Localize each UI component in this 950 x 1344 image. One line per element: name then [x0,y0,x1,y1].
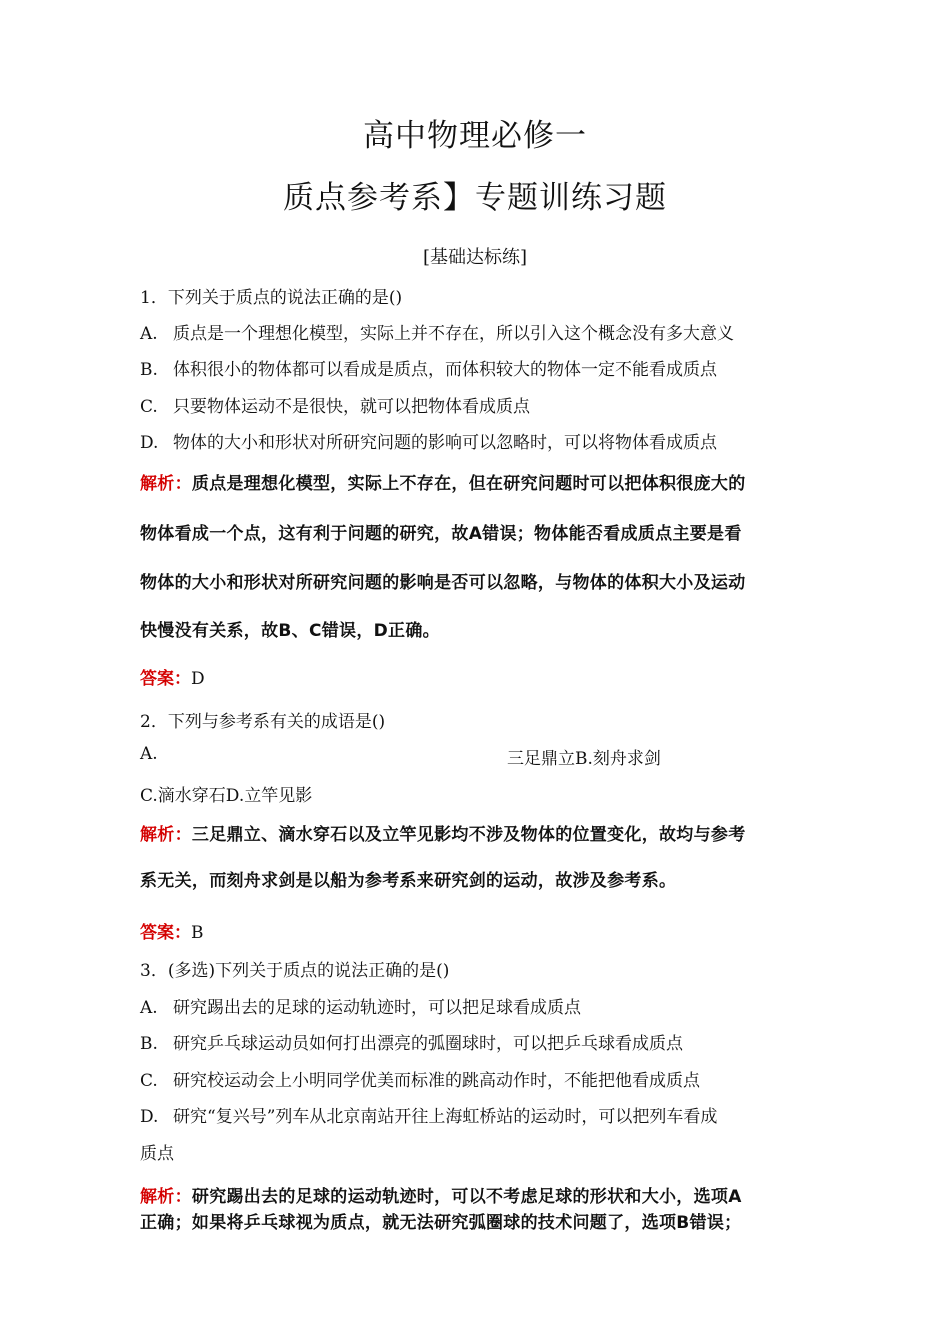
q2-analysis-label: 解析： [140,825,192,845]
q1-analysis-text-2: 物体看成一个点，这有利于问题的研究，故A错误；物体能否看成质点主要是看 [140,524,742,544]
q3-option-b [140,1029,683,1054]
q2-analysis-text-1: 三足鼎立、滴水穿石以及立竿见影均不涉及物体的位置变化，故均与参考 [191,825,746,845]
q2-analysis-line [140,820,746,845]
q3-option-a-letter: A. [140,998,158,1018]
q1-option-a-text: 质点是一个理想化模型，实际上并不存在，所以引入这个概念没有多大意义 [173,324,734,344]
q3-option-b-text: 研究乒乓球运动员如何打出漂亮的弧圈球时，可以把乒乓球看成质点 [173,1034,683,1054]
q2-answer [140,918,204,943]
q2-options-row2: C.滴水穿石D.立竿见影 [140,786,313,806]
q1-answer [140,664,205,689]
section-label: [基础达标练] [422,247,528,268]
document-title-line1: 高中物理必修一 [363,118,587,154]
q3-analysis-text-2: 正确；如果将乒乓球视为质点，就无法研究弧圈球的技术问题了，选项B错误； [140,1213,742,1233]
q1-option-c-text: 只要物体运动不是很快，就可以把物体看成质点 [173,397,530,417]
q1-option-d [140,428,717,453]
q3-option-a-text: 研究踢出去的足球的运动轨迹时，可以把足球看成质点 [173,998,581,1018]
q1-option-d-text: 物体的大小和形状对所研究问题的影响可以忽略时，可以将物体看成质点 [173,433,717,453]
q1-analysis-text-3: 物体的大小和形状对所研究问题的影响是否可以忽略，与物体的体积大小及运动 [140,573,746,593]
q1-option-b [140,355,717,380]
q1-analysis-line [140,469,746,494]
q3-option-d-text: 研究“复兴号”列车从北京南站开往上海虹桥站的运动时，可以把列车看成 [173,1107,718,1127]
q3-stem: 3．(多选)下列关于质点的说法正确的是() [140,961,450,981]
q2-answer-value: B [191,923,204,943]
q2-stem: 2．下列与参考系有关的成语是() [140,712,386,732]
q1-option-b-letter: B. [140,360,158,380]
q3-analysis-text-1: 研究踢出去的足球的运动轨迹时，可以不考虑足球的形状和大小，选项A [191,1187,742,1207]
q2-answer-label: 答案： [140,923,191,943]
q3-option-d-letter: D. [140,1107,159,1127]
q3-option-c-letter: C. [140,1071,158,1091]
q3-analysis-label: 解析： [140,1187,192,1207]
q3-option-d [140,1102,717,1127]
q3-option-d-continued: 质点 [140,1144,174,1164]
q1-option-a-letter: A. [140,324,158,344]
q1-answer-label: 答案： [140,669,191,689]
q1-option-c [140,392,530,417]
q1-option-d-letter: D. [140,433,159,453]
q2-options-row1: 三足鼎立B.刻舟求剑 [507,749,661,769]
q1-analysis-text-4: 快慢没有关系，故B、C错误，D正确。 [140,621,440,641]
q1-analysis-text-1: 质点是理想化模型，实际上不存在，但在研究问题时可以把体积很庞大的 [191,474,746,494]
q1-answer-value: D [191,669,205,689]
q1-option-c-letter: C. [140,397,158,417]
q3-analysis-line [140,1182,742,1207]
q3-option-c-text: 研究校运动会上小明同学优美而标准的跳高动作时，不能把他看成质点 [173,1071,700,1091]
q1-option-a [140,319,734,344]
q3-option-c [140,1066,700,1091]
q1-option-b-text: 体积很小的物体都可以看成是质点，而体积较大的物体一定不能看成质点 [173,360,717,380]
q1-stem: 1．下列关于质点的说法正确的是() [140,288,403,308]
q2-analysis-text-2: 系无关，而刻舟求剑是以船为参考系来研究剑的运动，故涉及参考系。 [140,871,677,891]
q3-option-b-letter: B. [140,1034,158,1054]
q2-option-a-letter: A. [140,744,158,764]
q1-analysis-label: 解析： [140,474,192,494]
document-title-line2: 质点参考系】专题训练习题 [283,180,667,216]
q3-option-a [140,993,581,1018]
